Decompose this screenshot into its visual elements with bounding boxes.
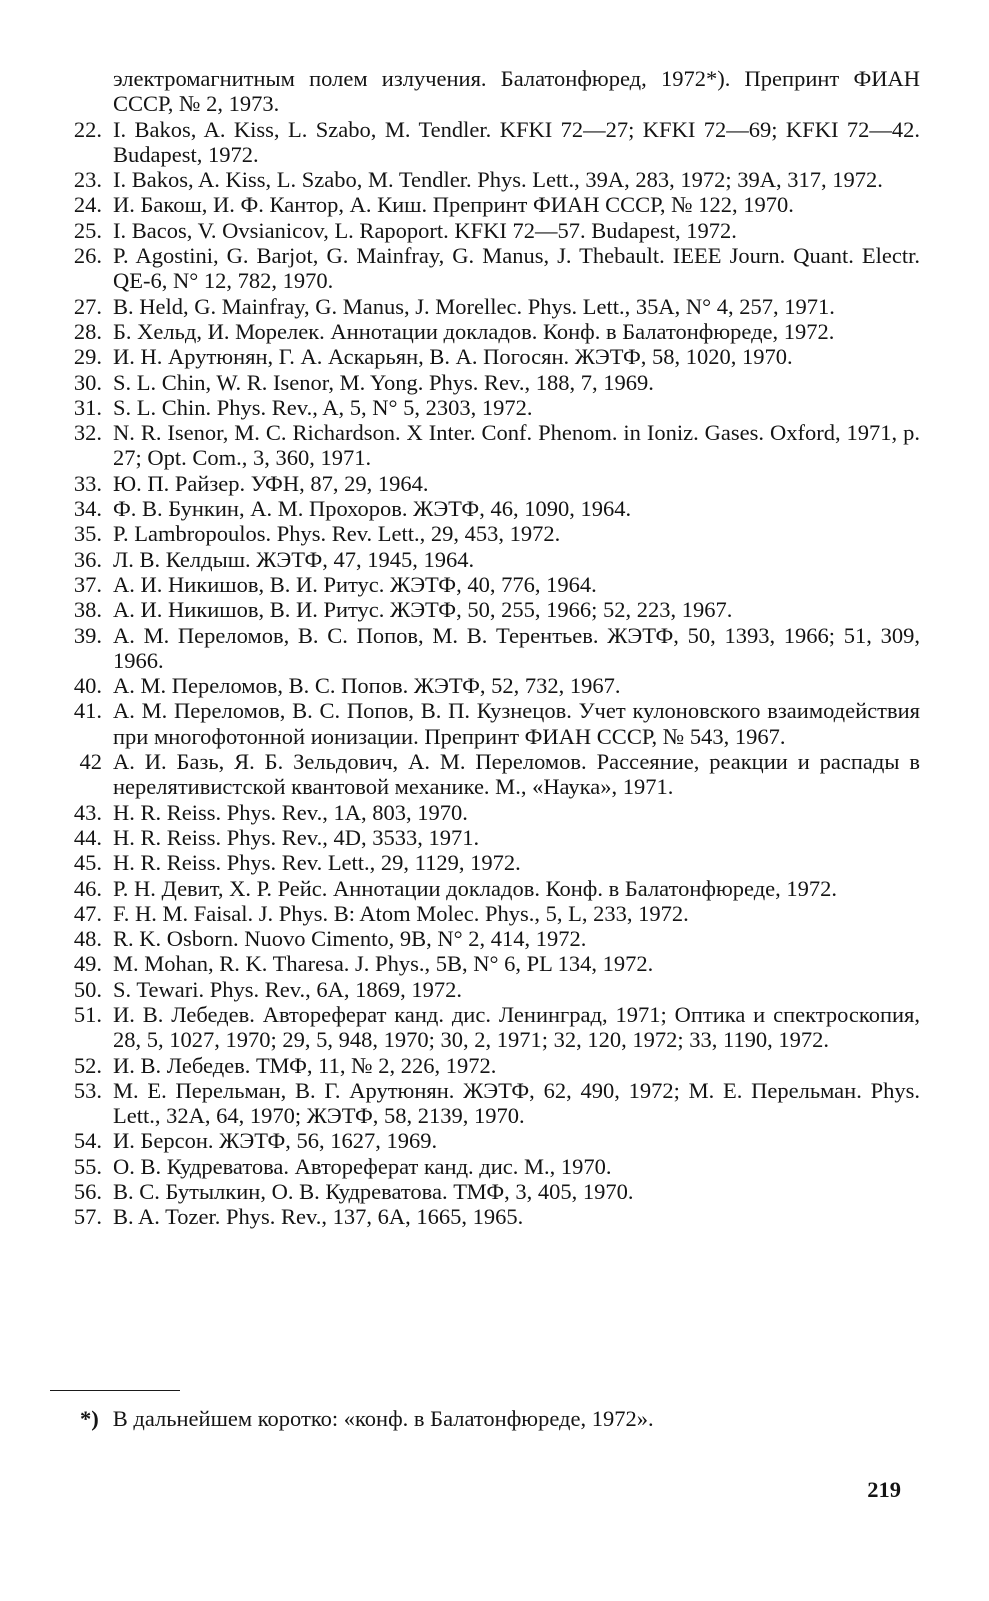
reference-text: H. R. Reiss. Phys. Rev., 1A, 803, 1970. xyxy=(113,799,468,825)
reference-item xyxy=(50,572,920,597)
reference-text: S. L. Chin. Phys. Rev., A, 5, N° 5, 2303, 1972. xyxy=(113,394,533,420)
reference-text: И. Н. Арутюнян, Г. А. Аскарьян, В. А. Погосян. ЖЭТФ, 58, 1020, 1970. xyxy=(113,344,793,370)
reference-number: 38. xyxy=(73,597,102,623)
reference-text: N. R. Isenor, M. C. Richardson. X Inter. Conf. Phenom. in Ioniz. Gases. Oxford, 1971, p. 27; Opt. Com., 3, 360, 1971. xyxy=(113,420,920,471)
reference-number: 39. xyxy=(73,622,102,648)
reference-text: И. В. Лебедев. ТМФ, 11, № 2, 226, 1972. xyxy=(113,1052,497,1078)
reference-item xyxy=(50,698,920,749)
reference-text: Ф. В. Бункин, А. М. Прохоров. ЖЭТФ, 46, 1090, 1964. xyxy=(113,496,632,522)
reference-item xyxy=(50,192,920,217)
reference-item xyxy=(50,167,920,192)
reference-text: М. Е. Перельман, В. Г. Арутюнян. ЖЭТФ, 62, 490, 1972; М. Е. Перельман. Phys. Lett., 32A, 64, 1970; ЖЭТФ, 58, 2139, 1970. xyxy=(113,1077,920,1129)
reference-item xyxy=(50,673,920,698)
reference-text: H. R. Reiss. Phys. Rev. Lett., 29, 1129, 1972. xyxy=(113,850,521,876)
reference-text: F. H. M. Faisal. J. Phys. B: Atom Molec. Phys., 5, L, 233, 1972. xyxy=(113,900,689,926)
reference-text: О. В. Кудреватова. Автореферат канд. дис. М., 1970. xyxy=(113,1153,612,1179)
reference-text: S. Tewari. Phys. Rev., 6A, 1869, 1972. xyxy=(113,976,463,1002)
reference-item xyxy=(50,471,920,496)
reference-item xyxy=(50,218,920,243)
reference-item xyxy=(50,876,920,901)
reference-text: S. L. Chin, W. R. Isenor, M. Yong. Phys. Rev., 188, 7, 1969. xyxy=(113,369,654,395)
reference-text: И. Берсон. ЖЭТФ, 56, 1627, 1969. xyxy=(113,1128,438,1154)
reference-text: B. Held, G. Mainfray, G. Manus, J. Morellec. Phys. Lett., 35A, N° 4, 257, 1971. xyxy=(113,293,835,319)
reference-text: Л. В. Келдыш. ЖЭТФ, 47, 1945, 1964. xyxy=(113,546,475,572)
reference-item xyxy=(50,825,920,850)
reference-number: 31. xyxy=(73,394,102,420)
reference-text: И. Бакош, И. Ф. Кантор, А. Киш. Препринт ФИАН СССР, № 122, 1970. xyxy=(113,192,794,218)
reference-text: И. В. Лебедев. Автореферат канд. дис. Ленинград, 1971; Оптика и спектроскопия, 28, 5, 1027, 1970; 29, 5, 948, 1970; 30, 2, 1971; 32, 120, 1972; 33, 1190, 1972. xyxy=(113,1001,920,1053)
reference-text: B. A. Tozer. Phys. Rev., 137, 6A, 1665, 1965. xyxy=(113,1204,524,1230)
reference-text: P. Agostini, G. Barjot, G. Mainfray, G. Manus, J. Thebault. IEEE Journ. Quant. Electr. QE-6, N° 12, 782, 1970. xyxy=(113,243,920,294)
reference-item xyxy=(50,926,920,951)
reference-number: 44. xyxy=(73,824,102,850)
reference-text: А. М. Переломов, В. С. Попов, М. В. Терентьев. ЖЭТФ, 50, 1393, 1966; 51, 309, 1966. xyxy=(113,622,920,673)
reference-number: 46. xyxy=(73,875,102,901)
reference-number: 52. xyxy=(73,1052,102,1078)
reference-number: 34. xyxy=(73,496,102,522)
reference-item xyxy=(50,623,920,674)
reference-list xyxy=(50,66,920,1230)
reference-number: 45. xyxy=(73,850,102,876)
reference-number: 56. xyxy=(73,1179,102,1205)
reference-item xyxy=(50,1053,920,1078)
reference-item xyxy=(50,117,920,168)
reference-item xyxy=(50,1002,920,1053)
reference-number: 50. xyxy=(73,976,102,1002)
reference-continuation xyxy=(50,66,920,117)
reference-continuation-text: электромагнитным полем излучения. Балатонфюред, 1972*). Препринт ФИАН СССР, № 2, 1973. xyxy=(113,66,920,117)
reference-number: 48. xyxy=(73,926,102,952)
reference-text: А. И. Никишов, В. И. Ритус. ЖЭТФ, 50, 255, 1966; 52, 223, 1967. xyxy=(113,597,733,623)
reference-number: 55. xyxy=(73,1153,102,1179)
reference-text: Ю. П. Райзер. УФН, 87, 29, 1964. xyxy=(113,470,429,496)
reference-number: 35. xyxy=(73,521,102,547)
footnote-text: В дальнейшем коротко: «конф. в Балатонфюреде, 1972». xyxy=(112,1406,654,1431)
reference-item xyxy=(50,319,920,344)
reference-item xyxy=(50,1154,920,1179)
reference-number: 40. xyxy=(73,673,102,699)
reference-text: А. М. Переломов, В. С. Попов, В. П. Кузнецов. Учет кулоновского взаимодействия при многофотонной ионизации. Препринт ФИАН СССР, № 543, 1967. xyxy=(113,698,920,749)
reference-text: P. Lambropoulos. Phys. Rev. Lett., 29, 453, 1972. xyxy=(113,521,561,547)
reference-number: 41. xyxy=(73,698,102,724)
reference-number: 47. xyxy=(73,900,102,926)
reference-number: 57. xyxy=(73,1204,102,1230)
reference-number: 29. xyxy=(73,344,102,370)
reference-number: 24. xyxy=(73,192,102,218)
reference-text: А. И. Никишов, В. И. Ритус. ЖЭТФ, 40, 776, 1964. xyxy=(113,571,597,597)
reference-number: 28. xyxy=(73,318,102,344)
reference-item xyxy=(50,749,920,800)
reference-item xyxy=(50,901,920,926)
reference-number: 22. xyxy=(73,116,102,142)
reference-number: 53. xyxy=(73,1077,102,1103)
reference-number: 32. xyxy=(73,420,102,446)
reference-item xyxy=(50,951,920,976)
reference-number: 51. xyxy=(73,1001,102,1027)
reference-item xyxy=(50,496,920,521)
reference-item xyxy=(50,800,920,825)
reference-item xyxy=(50,597,920,622)
reference-item xyxy=(50,395,920,420)
reference-item xyxy=(50,850,920,875)
footnote-separator xyxy=(50,1390,180,1391)
footnote xyxy=(80,1406,900,1432)
reference-text: I. Bakos, A. Kiss, L. Szabo, M. Tendler. KFKI 72—27; KFKI 72—69; KFKI 72—42. Budapest, 1972. xyxy=(113,116,920,167)
reference-item xyxy=(50,1204,920,1229)
reference-items xyxy=(50,117,920,1230)
reference-number: 43. xyxy=(73,799,102,825)
reference-text: R. K. Osborn. Nuovo Cimento, 9B, N° 2, 414, 1972. xyxy=(113,926,587,952)
reference-number: 42 xyxy=(79,749,102,775)
reference-item xyxy=(50,1128,920,1153)
reference-number: 37. xyxy=(73,571,102,597)
reference-number: 30. xyxy=(73,369,102,395)
reference-number: 36. xyxy=(73,546,102,572)
reference-text: А. И. Базь, Я. Б. Зельдович, А. М. Переломов. Рассеяние, реакции и распады в нерелятивистской квантовой механике. М., «Наука», 1971. xyxy=(113,749,920,800)
reference-item xyxy=(50,420,920,471)
reference-item xyxy=(50,977,920,1002)
reference-number: 54. xyxy=(73,1128,102,1154)
reference-item xyxy=(50,243,920,294)
footnote-mark: *) xyxy=(80,1406,99,1431)
reference-text: В. С. Бутылкин, О. В. Кудреватова. ТМФ, 3, 405, 1970. xyxy=(113,1179,634,1205)
reference-number: 49. xyxy=(73,951,102,977)
reference-number: 33. xyxy=(73,470,102,496)
reference-text: А. М. Переломов, В. С. Попов. ЖЭТФ, 52, 732, 1967. xyxy=(113,673,621,699)
reference-item xyxy=(50,370,920,395)
page-number: 219 xyxy=(867,1477,901,1502)
reference-item xyxy=(50,521,920,546)
reference-number: 25. xyxy=(73,217,102,243)
reference-item xyxy=(50,1179,920,1204)
reference-number: 26. xyxy=(73,243,102,269)
reference-item xyxy=(50,547,920,572)
reference-item xyxy=(50,294,920,319)
reference-item xyxy=(50,1078,920,1129)
reference-number: 27. xyxy=(73,293,102,319)
reference-text: I. Bakos, A. Kiss, L. Szabo, M. Tendler. Phys. Lett., 39A, 283, 1972; 39A, 317, 1972. xyxy=(113,167,883,193)
reference-text: I. Bacos, V. Ovsianicov, L. Rapoport. KFKI 72—57. Budapest, 1972. xyxy=(113,217,737,243)
reference-number: 23. xyxy=(73,167,102,193)
reference-text: Р. Н. Девит, Х. Р. Рейс. Аннотации докладов. Конф. в Балатонфюреде, 1972. xyxy=(113,875,838,901)
reference-text: H. R. Reiss. Phys. Rev., 4D, 3533, 1971. xyxy=(113,824,480,850)
reference-item xyxy=(50,344,920,369)
reference-text: Б. Хельд, И. Морелек. Аннотации докладов. Конф. в Балатонфюреде, 1972. xyxy=(113,318,835,344)
reference-text: M. Mohan, R. K. Tharesa. J. Phys., 5B, N° 6, PL 134, 1972. xyxy=(113,951,654,977)
